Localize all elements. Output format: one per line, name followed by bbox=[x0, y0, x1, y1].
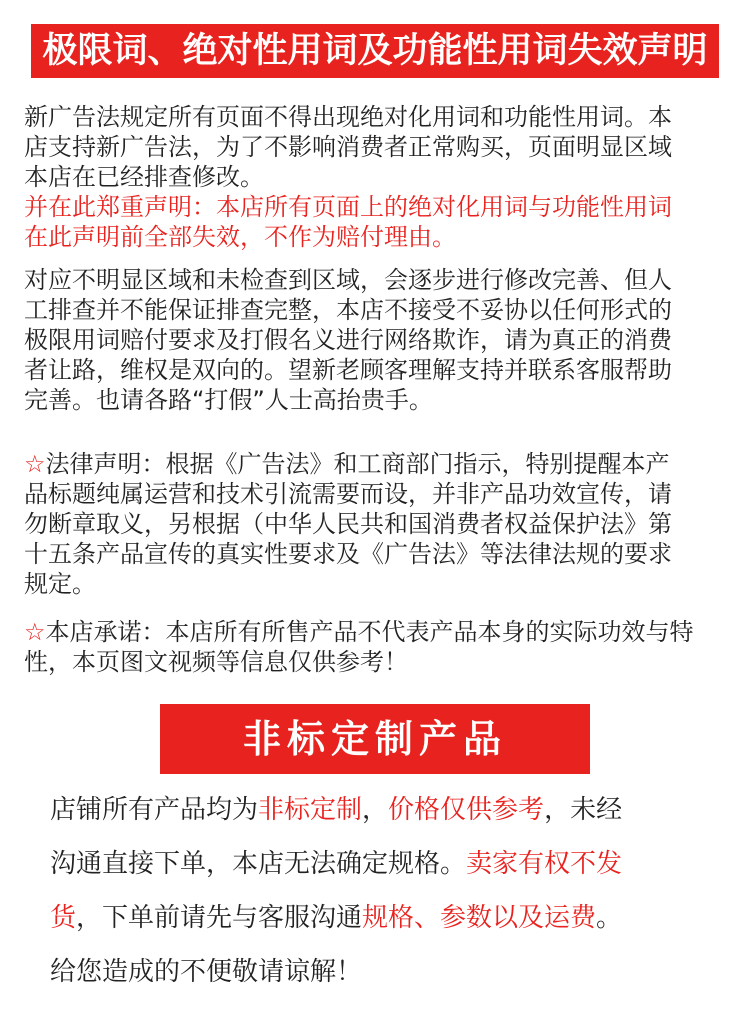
promise-line: 性，本页图文视频等信息仅供参考！ bbox=[24, 648, 408, 676]
legal-line: 十五条产品宣传的真实性要求及《广告法》等法律法规的要求 bbox=[24, 540, 672, 568]
notice-highlight: 货 bbox=[50, 903, 77, 933]
rectification-line: 对应不明显区域和未检查到区域，会逐步进行修改完善、但人 bbox=[24, 266, 672, 294]
rectification-line: 极限用词赔付要求及打假名义进行网络欺诈，请为真正的消费 bbox=[24, 326, 672, 354]
star-icon: ☆ bbox=[24, 618, 46, 646]
legal-line: 品标题纯属运营和技术引流需要而设，并非产品功效宣传，请 bbox=[24, 480, 672, 508]
store-promise-paragraph bbox=[24, 617, 730, 677]
notice-text: 给您造成的不便敬请谅解！ bbox=[50, 957, 363, 987]
rectification-line: 完善。也请各路“打假”人士高抬贵手。 bbox=[24, 386, 433, 414]
notice-text: ， bbox=[362, 795, 389, 825]
disclaimer-title: 极限词、绝对性用词及功能性用词失效声明 bbox=[42, 31, 708, 71]
notice-highlight: 价格仅供参考 bbox=[388, 795, 545, 825]
rectification-line: 工排查并不能保证排查完整，本店不接受不妥协以任何形式的 bbox=[24, 296, 672, 324]
notice-text: ，下单前请先与客服沟通 bbox=[76, 903, 363, 933]
promise-first-line bbox=[24, 617, 730, 647]
disclaimer-title-banner bbox=[31, 24, 719, 78]
legal-first-line-text: 法律声明：根据《广告法》和工商部门指示，特别提醒本产 bbox=[45, 450, 670, 478]
legal-line: 勿断章取义，另根据（中华人民共和国消费者权益保护法》第 bbox=[24, 510, 672, 538]
notice-text: ，未经 bbox=[544, 795, 623, 825]
rectification-paragraph bbox=[24, 265, 730, 415]
notice-highlight: 卖家有权不发 bbox=[466, 849, 623, 879]
intro-red-line: 并在此郑重声明：本店所有页面上的绝对化用词与功能性用词 bbox=[24, 193, 672, 221]
custom-product-badge bbox=[160, 704, 590, 774]
notice-text: 。 bbox=[596, 903, 623, 933]
intro-line: 本店在已经排查修改。 bbox=[24, 163, 264, 191]
notice-text: 沟通直接下单，本店无法确定规格。 bbox=[50, 849, 467, 879]
legal-line: 规定。 bbox=[24, 570, 96, 598]
legal-statement-paragraph bbox=[24, 449, 730, 599]
intro-red-line: 在此声明前全部失效，不作为赔付理由。 bbox=[24, 223, 456, 251]
notice-line-3 bbox=[50, 898, 730, 938]
rectification-line: 者让路，维权是双向的。望新老顾客理解支持并联系客服帮助 bbox=[24, 356, 672, 384]
star-icon: ☆ bbox=[24, 450, 46, 478]
notice-highlight: 非标定制 bbox=[258, 795, 363, 825]
notice-highlight: 规格、参数以及运费 bbox=[362, 903, 597, 933]
intro-paragraph bbox=[24, 102, 730, 252]
intro-line: 店支持新广告法，为了不影响消费者正常购买，页面明显区域 bbox=[24, 133, 672, 161]
notice-text: 店铺所有产品均为 bbox=[50, 795, 259, 825]
notice-line-2 bbox=[50, 844, 730, 884]
custom-product-badge-label: 非标定制产品 bbox=[242, 717, 507, 761]
notice-line-4 bbox=[50, 952, 730, 992]
legal-first-line bbox=[24, 449, 730, 479]
intro-line: 新广告法规定所有页面不得出现绝对化用词和功能性用词。本 bbox=[24, 103, 672, 131]
promise-first-line-text: 本店承诺：本店所有所售产品不代表产品本身的实际功效与特 bbox=[45, 618, 694, 646]
notice-line-1 bbox=[50, 790, 730, 830]
